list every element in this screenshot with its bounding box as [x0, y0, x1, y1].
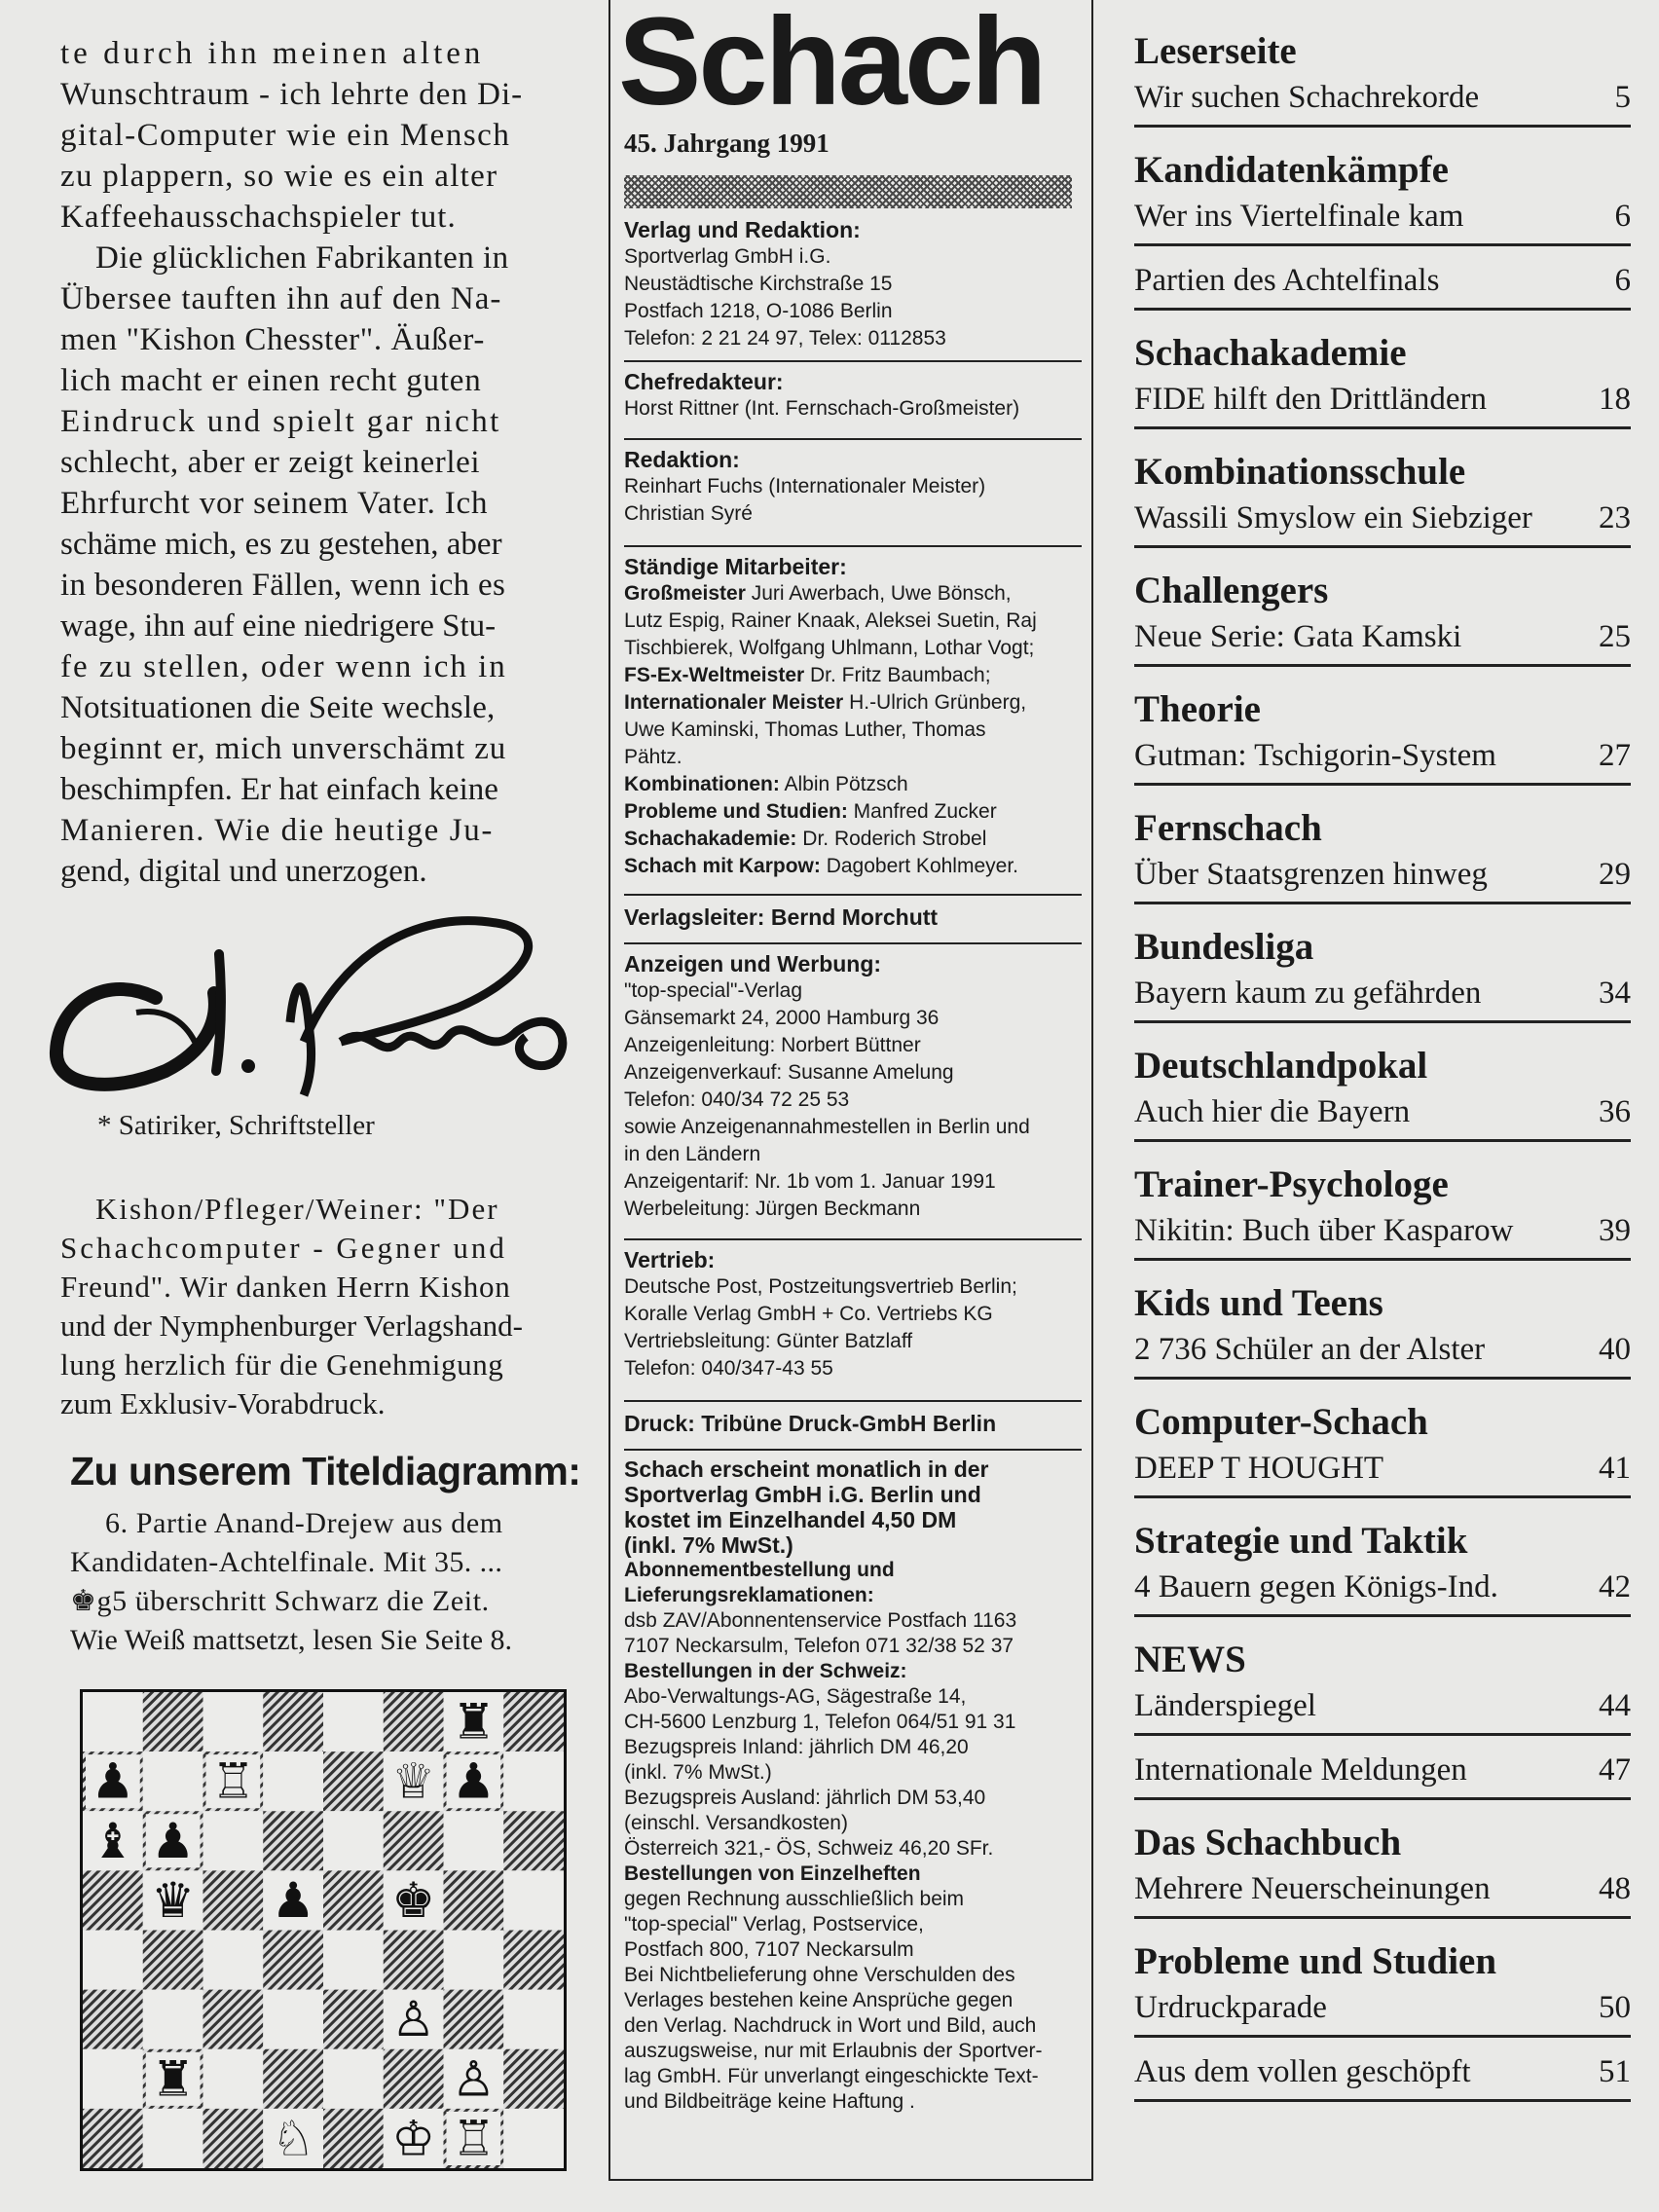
toc-divider [1134, 1614, 1631, 1617]
board-square [83, 2049, 143, 2109]
toc-section-heading: Deutschlandpokal [1134, 1045, 1428, 1087]
toc-entry[interactable] [1134, 976, 1631, 1014]
publisher-block [624, 216, 1082, 352]
text-line: Schachcomputer - Gegner und [60, 1231, 507, 1265]
toc-section-heading: Strategie und Taktik [1134, 1520, 1468, 1562]
text-line: CH-5600 Lenzburg 1, Telefon 064/51 91 31 [624, 1711, 1016, 1733]
contributors-block [624, 553, 1082, 880]
text-line: Ehrfurcht vor seinem Vater. Ich [60, 486, 489, 521]
board-square [203, 1811, 264, 1870]
label: Schachakademie: [624, 828, 797, 850]
toc-divider [1134, 902, 1631, 904]
magazine-title: Schach [618, 0, 1045, 131]
text-line: Schach erscheint monatlich in der [624, 1456, 989, 1482]
toc-entry-title: Wer ins Viertelfinale kam [1134, 199, 1464, 234]
text-line: te durch ihn meinen alten [60, 36, 485, 71]
toc-divider [1134, 243, 1631, 246]
article-paragraph-2 [60, 238, 567, 892]
text-line: (inkl. 7% MwSt.) [624, 1761, 772, 1784]
board-square [503, 1990, 564, 2049]
toc-section-heading: Theorie [1134, 688, 1261, 730]
printing-block [624, 1410, 1082, 1437]
text-line: Anzeigentarif: Nr. 1b vom 1. Januar 1991 [624, 1170, 996, 1193]
block-heading: Druck: Tribüne Druck-GmbH Berlin [624, 1411, 997, 1436]
black-queen-piece: ♛ [151, 1871, 196, 1929]
toc-entry-title: Bayern kaum zu gefährden [1134, 976, 1482, 1011]
block-heading: Vertrieb: [624, 1247, 716, 1272]
toc-section-heading: Trainer-Psychologe [1134, 1163, 1449, 1205]
text-line: Postfach 1218, O-1086 Berlin [624, 300, 893, 322]
board-square [203, 1870, 264, 1930]
block-heading: Ständige Mitarbeiter: [624, 554, 847, 579]
toc-entry[interactable] [1134, 1569, 1631, 1608]
toc-entry-page: 34 [1599, 976, 1631, 1011]
white-king-piece: ♔ [391, 2110, 436, 2167]
text-line: gegen Rechnung ausschließlich beim [624, 1888, 965, 1910]
article-paragraph-1 [60, 33, 567, 238]
toc-section-heading: NEWS [1134, 1639, 1246, 1680]
toc-divider [1134, 1377, 1631, 1380]
text-line: Kishon/Pfleger/Weiner: "Der [95, 1192, 499, 1226]
text-line: den Verlag. Nachdruck in Wort und Bild, auch [624, 2014, 1037, 2037]
board-square [503, 1931, 564, 1990]
toc-entry[interactable] [1134, 1688, 1631, 1727]
board-square [503, 1751, 564, 1811]
toc-divider [1134, 664, 1631, 667]
text-line: Manieren. Wie die heutige Ju- [60, 813, 494, 848]
board-square [323, 1870, 384, 1930]
toc-entry[interactable] [1134, 80, 1631, 119]
text-line: gend, digital und unerzogen. [60, 854, 427, 889]
toc-section-heading: Kandidatenkämpfe [1134, 149, 1449, 191]
board-square [203, 1990, 264, 2049]
black-pawn-piece: ♟ [151, 1812, 196, 1869]
toc-entry-page: 23 [1599, 500, 1631, 535]
toc-entry-title: Aus dem vollen geschöpft [1134, 2054, 1471, 2089]
text-line: Deutsche Post, Postzeitungsvertrieb Berlin; [624, 1275, 1017, 1298]
toc-section-heading: Kids und Teens [1134, 1282, 1383, 1324]
label: Internationaler Meister [624, 691, 844, 714]
text-line: Telefon: 040/34 72 25 53 [624, 1088, 850, 1111]
author-signature [49, 915, 579, 1100]
text-line: zum Exklusiv-Vorabdruck. [60, 1386, 386, 1420]
board-square [323, 1990, 384, 2049]
black-pawn-piece: ♟ [271, 1871, 315, 1929]
toc-entry-title: Nikitin: Buch über Kasparow [1134, 1213, 1514, 1248]
divider [624, 942, 1082, 944]
toc-entry-page: 47 [1599, 1752, 1631, 1788]
text-line: Neustädtische Kirchstraße 15 [624, 273, 893, 295]
toc-entry[interactable] [1134, 1332, 1631, 1371]
board-square [83, 1990, 143, 2049]
title-diagram-heading: Zu unserem Titeldiagramm: [70, 1449, 581, 1493]
board-square [263, 1990, 323, 2049]
toc-divider [1134, 1916, 1631, 1919]
text-line: "top-special"-Verlag [624, 979, 803, 1002]
text-line: lich macht er einen recht guten [60, 363, 482, 398]
toc-entry-title: Gutman: Tschigorin-System [1134, 738, 1496, 773]
block-heading: Chefredakteur: [624, 369, 784, 394]
black-rook-piece: ♜ [451, 1693, 496, 1751]
text: Dr. Roderich Strobel [796, 828, 987, 850]
toc-entry[interactable] [1134, 2054, 1631, 2093]
text-line: Abo-Verwaltungs-AG, Sägestraße 14, [624, 1685, 967, 1708]
board-square [143, 1692, 203, 1751]
text-line: Telefon: 040/347-43 55 [624, 1357, 833, 1380]
block-heading: Redaktion: [624, 447, 740, 472]
text-line: Bei Nichtbelieferung ohne Verschulden des [624, 1964, 1015, 1986]
label: FS-Ex-Weltmeister [624, 664, 805, 686]
text-line: lag GmbH. Für unverlangt eingeschickte Text- [624, 2065, 1039, 2087]
text-line: und der Nymphenburger Verlagshand- [60, 1309, 523, 1343]
footnote: * Satiriker, Schriftsteller [97, 1110, 375, 1141]
text-line: fe zu stellen, oder wenn ich in [60, 649, 507, 684]
block-heading: Verlag und Redaktion: [624, 217, 861, 242]
text-line: und Bildbeiträge keine Haftung . [624, 2090, 915, 2113]
toc-divider [1134, 1495, 1631, 1498]
chess-diagram [80, 1689, 567, 2171]
text-line: Freund". Wir danken Herrn Kishon [60, 1270, 511, 1304]
text-line: Anzeigenverkauf: Susanne Amelung [624, 1061, 954, 1084]
white-rook-piece: ♖ [451, 2110, 496, 2167]
toc-divider [1134, 1733, 1631, 1736]
divider [624, 894, 1082, 896]
board-square [503, 1870, 564, 1930]
text-line: Uwe Kaminski, Thomas Luther, Thomas [624, 719, 986, 741]
board-square [444, 1990, 504, 2049]
toc-entry-title: Auch hier die Bayern [1134, 1094, 1411, 1129]
text: Albin Pötzsch [779, 773, 908, 795]
board-square [323, 1751, 384, 1811]
text-line: Telefon: 2 21 24 97, Telex: 0112853 [624, 327, 946, 350]
label: Probleme und Studien: [624, 800, 848, 823]
board-square [503, 1811, 564, 1870]
toc-entry-page: 39 [1599, 1213, 1631, 1248]
board-square [263, 2049, 323, 2109]
text-line: dsb ZAV/Abonnentenservice Postfach 1163 [624, 1609, 1017, 1632]
board-square [323, 2109, 384, 2168]
toc-entry-page: 6 [1614, 199, 1631, 234]
text-line: Vertriebsleitung: Günter Batzlaff [624, 1330, 913, 1352]
board-square [323, 1931, 384, 1990]
toc-divider [1134, 1797, 1631, 1800]
block-heading: Verlagsleiter: Bernd Morchutt [624, 904, 939, 930]
toc-section-heading: Das Schachbuch [1134, 1822, 1402, 1863]
board-square [444, 1870, 504, 1930]
impressum-column [608, 0, 1093, 2181]
title-diagram-text [70, 1504, 567, 1660]
text-line: Tischbierek, Wolfgang Uhlmann, Lothar Vogt; [624, 637, 1035, 659]
text-line: beginnt er, mich unverschämt zu [60, 731, 507, 766]
board-square [263, 1931, 323, 1990]
subscription-block [624, 1456, 1082, 2115]
board-square [83, 2109, 143, 2168]
white-pawn-piece: ♙ [451, 2050, 496, 2108]
text: Juri Awerbach, Uwe Bönsch, [745, 582, 1012, 605]
text-line: kostet im Einzelhandel 4,50 DM [624, 1507, 957, 1532]
toc-entry[interactable] [1134, 199, 1631, 238]
text-line: Die glücklichen Fabrikanten in [95, 240, 509, 276]
text-line: zu plappern, so wie es ein alter [60, 159, 498, 194]
black-pawn-piece: ♟ [91, 1752, 135, 1810]
text-line: Kandidaten-Achtelfinale. Mit 35. ... [70, 1546, 503, 1578]
text-line: schäme mich, es zu gestehen, aber [60, 527, 502, 562]
toc-divider [1134, 2099, 1631, 2102]
toc-entry[interactable] [1134, 1990, 1631, 2029]
toc-entry[interactable] [1134, 500, 1631, 539]
toc-entry[interactable] [1134, 738, 1631, 777]
toc-section-heading: Bundesliga [1134, 926, 1314, 968]
text-line: Bezugspreis Inland: jährlich DM 46,20 [624, 1736, 969, 1758]
board-square [83, 1870, 143, 1930]
toc-entry-title: 4 Bauern gegen Königs-Ind. [1134, 1569, 1498, 1604]
toc-entry-page: 42 [1599, 1569, 1631, 1604]
toc-divider [1134, 1258, 1631, 1261]
toc-entry-page: 5 [1614, 80, 1631, 115]
advertising-block [624, 950, 1082, 1223]
text-line: Werbeleitung: Jürgen Beckmann [624, 1198, 921, 1220]
toc-entry-title: Internationale Meldungen [1134, 1752, 1467, 1788]
divider [624, 545, 1082, 547]
toc-entry-page: 29 [1599, 857, 1631, 892]
text-line: Horst Rittner (Int. Fernschach-Großmeister) [624, 397, 1020, 420]
toc-section-heading: Fernschach [1134, 807, 1322, 849]
text-line: Reinhart Fuchs (Internationaler Meister) [624, 475, 986, 498]
toc-divider [1134, 125, 1631, 128]
text: Manfred Zucker [847, 800, 997, 823]
toc-divider [1134, 783, 1631, 786]
toc-section-heading: Probleme und Studien [1134, 1940, 1497, 1982]
credit-paragraph [60, 1190, 567, 1423]
black-pawn-piece: ♟ [451, 1752, 496, 1810]
white-knight-piece: ♘ [271, 2110, 315, 2167]
editorial-block [624, 446, 1082, 528]
text-line: Postfach 800, 7107 Neckarsulm [624, 1938, 914, 1961]
text-line: schlecht, aber er zeigt keinerlei [60, 445, 481, 480]
hatched-bar [624, 175, 1072, 208]
toc-entry-page: 44 [1599, 1688, 1631, 1723]
toc-section-heading: Leserseite [1134, 30, 1297, 72]
toc-divider [1134, 1020, 1631, 1023]
board-square [143, 1931, 203, 1990]
toc-entry[interactable] [1134, 1094, 1631, 1133]
board-square [263, 1811, 323, 1870]
toc-entry[interactable] [1134, 263, 1631, 302]
board-square [83, 1692, 143, 1751]
toc-section-heading: Computer-Schach [1134, 1401, 1428, 1443]
toc-entry[interactable] [1134, 857, 1631, 896]
divider [624, 1400, 1082, 1402]
board-square [323, 1692, 384, 1751]
text-line: beschimpfen. Er hat einfach keine [60, 772, 498, 807]
text-line: 6. Partie Anand-Drejew aus dem [105, 1507, 503, 1539]
board-square [444, 1931, 504, 1990]
board-square [263, 1751, 323, 1811]
board-square [323, 2049, 384, 2109]
toc-entry[interactable] [1134, 1451, 1631, 1490]
text: Dr. Fritz Baumbach; [804, 664, 991, 686]
volume-year: 45. Jahrgang 1991 [624, 129, 830, 158]
toc-entry-title: 2 736 Schüler an der Alster [1134, 1332, 1486, 1367]
text-line: sowie Anzeigenannahmestellen in Berlin und [624, 1116, 1030, 1138]
toc-entry-page: 51 [1599, 2054, 1631, 2089]
text-line: lung herzlich für die Genehmigung [60, 1347, 504, 1382]
toc-entry[interactable] [1134, 1752, 1631, 1791]
text-line: Abonnementbestellung und [624, 1559, 895, 1581]
article-column [60, 33, 567, 892]
black-rook-piece: ♜ [151, 2050, 196, 2108]
toc-entry-page: 6 [1614, 263, 1631, 298]
toc-entry-title: DEEP T HOUGHT [1134, 1451, 1384, 1486]
label: Großmeister [624, 582, 746, 605]
divider [624, 360, 1082, 362]
board-square [323, 1811, 384, 1870]
label: Schach mit Karpow: [624, 855, 821, 877]
toc-entry-title: Wassili Smyslow ein Siebziger [1134, 500, 1532, 535]
toc-entry-page: 27 [1599, 738, 1631, 773]
board-square [83, 1931, 143, 1990]
text-line: Wunschtraum - ich lehrte den Di- [60, 77, 524, 112]
text-line: Anzeigenleitung: Norbert Büttner [624, 1034, 921, 1056]
board-square [503, 1692, 564, 1751]
toc-entry-page: 18 [1599, 382, 1631, 417]
toc-divider [1134, 2035, 1631, 2038]
text-line: Eindruck und spielt gar nicht [60, 404, 501, 439]
text-line: Kaffeehausschachspieler tut. [60, 200, 457, 235]
toc-entry[interactable] [1134, 1213, 1631, 1252]
divider [624, 438, 1082, 440]
board-square [203, 2109, 264, 2168]
board-square [503, 2109, 564, 2168]
text-line: ♚g5 überschritt Schwarz die Zeit. [70, 1585, 490, 1617]
toc-entry-title: Über Staatsgrenzen hinweg [1134, 857, 1488, 892]
divider [624, 1238, 1082, 1240]
board-square [503, 2049, 564, 2109]
toc-entry-page: 50 [1599, 1990, 1631, 2025]
text-line: wage, ihn auf eine niedrigere Stu- [60, 608, 497, 644]
text-line: Christian Syré [624, 502, 753, 525]
text-line: men "Kishon Chesster". Äußer- [60, 322, 485, 357]
text-line: (einschl. Versandkosten) [624, 1812, 848, 1834]
editor-in-chief-block [624, 368, 1082, 423]
text-line: Koralle Verlag GmbH + Co. Vertriebs KG [624, 1303, 993, 1325]
toc-entry-title: Wir suchen Schachrekorde [1134, 80, 1480, 115]
text: H.-Ulrich Grünberg, [843, 691, 1027, 714]
board-square [143, 2109, 203, 2168]
board-square [444, 1811, 504, 1870]
text-line: in besonderen Fällen, wenn ich es [60, 568, 506, 603]
toc-entry-title: Mehrere Neuerscheinungen [1134, 1871, 1491, 1906]
text-line: (inkl. 7% MwSt.) [624, 1532, 793, 1558]
white-queen-piece: ♕ [391, 1752, 436, 1810]
text-line: in den Ländern [624, 1143, 761, 1165]
text-line: Lutz Espig, Rainer Knaak, Aleksei Suetin, Raj [624, 609, 1037, 632]
board-square [384, 1931, 444, 1990]
white-pawn-piece: ♙ [391, 1991, 436, 2048]
label: Kombinationen: [624, 773, 780, 795]
toc-entry-title: Partien des Achtelfinals [1134, 263, 1440, 298]
toc-entry[interactable] [1134, 1871, 1631, 1910]
toc-entry-title: Länderspiegel [1134, 1688, 1316, 1723]
text-line: Lieferungsreklamationen: [624, 1584, 874, 1606]
text-line: Wie Weiß mattsetzt, lesen Sie Seite 8. [70, 1624, 513, 1656]
black-king-piece: ♚ [391, 1871, 436, 1929]
toc-entry-page: 36 [1599, 1094, 1631, 1129]
toc-entry-title: FIDE hilft den Drittländern [1134, 382, 1488, 417]
text-line: auszugsweise, nur mit Erlaubnis der Sportver- [624, 2040, 1043, 2062]
toc-divider [1134, 545, 1631, 548]
text-line: "top-special" Verlag, Postservice, [624, 1913, 924, 1936]
white-rook-piece: ♖ [210, 1752, 255, 1810]
text-line: Sportverlag GmbH i.G. [624, 245, 831, 268]
text-line: gital-Computer wie ein Mensch [60, 118, 511, 153]
text-line: Bezugspreis Ausland: jährlich DM 53,40 [624, 1787, 986, 1809]
text-line: Österreich 321,- ÖS, Schweiz 46,20 SFr. [624, 1837, 994, 1860]
board-square [143, 1990, 203, 2049]
text-line: 7107 Neckarsulm, Telefon 071 32/38 52 37 [624, 1635, 1014, 1657]
toc-section-heading: Schachakademie [1134, 332, 1407, 374]
toc-entry-page: 41 [1599, 1451, 1631, 1486]
board-square [263, 1692, 323, 1751]
block-heading: Anzeigen und Werbung: [624, 951, 882, 977]
toc-entry-page: 40 [1599, 1332, 1631, 1367]
toc-section-heading: Challengers [1134, 570, 1329, 611]
text-line: Übersee tauften ihn auf den Na- [60, 281, 502, 316]
text-line: Gänsemarkt 24, 2000 Hamburg 36 [624, 1007, 940, 1029]
toc-entry-page: 48 [1599, 1871, 1631, 1906]
toc-divider [1134, 1139, 1631, 1142]
chess-board [83, 1692, 564, 2168]
text: Dagobert Kohlmeyer. [820, 855, 1018, 877]
text-line: Sportverlag GmbH i.G. Berlin und [624, 1482, 981, 1507]
board-square [203, 1931, 264, 1990]
toc-entry-title: Urdruckparade [1134, 1990, 1327, 2025]
toc-entry[interactable] [1134, 619, 1631, 658]
distribution-block [624, 1246, 1082, 1382]
toc-divider [1134, 426, 1631, 429]
text-line: Verlages bestehen keine Ansprüche gegen [624, 1989, 1014, 2011]
toc-divider [1134, 308, 1631, 311]
board-square [384, 2049, 444, 2109]
toc-section-heading: Kombinationsschule [1134, 451, 1466, 493]
board-square [384, 1811, 444, 1870]
toc-entry-page: 25 [1599, 619, 1631, 654]
black-bishop-piece: ♝ [91, 1812, 135, 1869]
text-line: Bestellungen in der Schweiz: [624, 1660, 907, 1682]
toc-entry[interactable] [1134, 382, 1631, 421]
board-square [384, 1692, 444, 1751]
board-square [203, 2049, 264, 2109]
board-square [203, 1692, 264, 1751]
text-line: Notsituationen die Seite wechsle, [60, 690, 496, 725]
publishing-director-block [624, 903, 1082, 931]
board-square [143, 1751, 203, 1811]
divider [624, 1449, 1082, 1451]
toc-entry-title: Neue Serie: Gata Kamski [1134, 619, 1462, 654]
text-line: Bestellungen von Einzelheften [624, 1862, 921, 1885]
text-line: Pähtz. [624, 746, 682, 768]
